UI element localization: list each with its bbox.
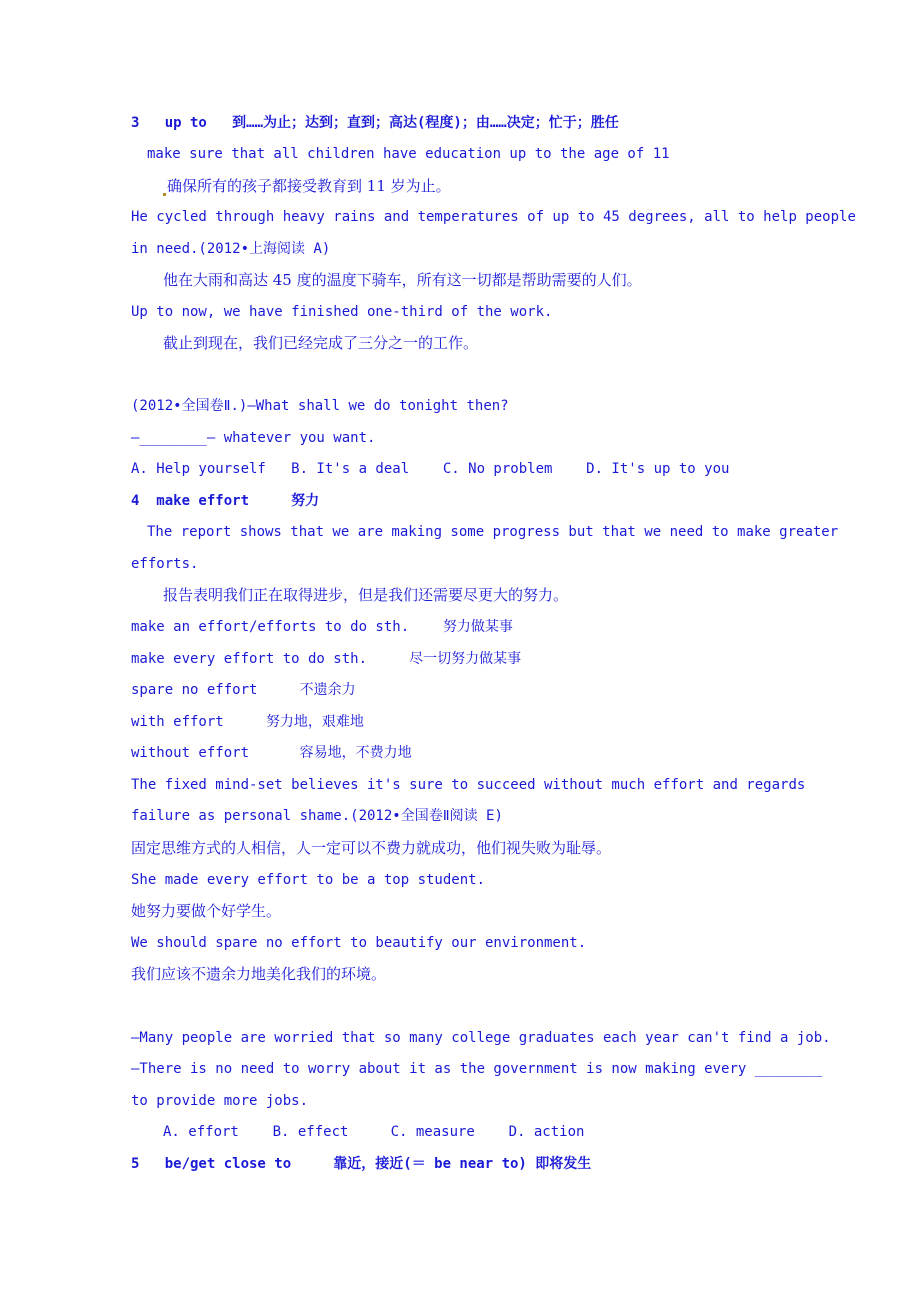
example-sentence-cont: efforts. xyxy=(131,556,199,572)
example-translation: 我们应该不遗余力地美化我们的环境。 xyxy=(131,965,387,983)
example-translation: 固定思维方式的人相信，人一定可以不费力就成功，他们视失败为耻辱。 xyxy=(131,839,612,857)
example-sentence: We should spare no effort to beautify our environment. xyxy=(131,935,587,951)
phrase-entry: with effort 努力地，艰难地 xyxy=(131,714,364,730)
phrase-entry: make every effort to do sth. 尽一切努力做某事 xyxy=(131,651,522,667)
exercise-blank: —There is no need to worry about it as the government is now making every ________ xyxy=(131,1061,823,1077)
example-source: in need.(2012•上海阅读 A) xyxy=(131,241,331,257)
exercise-blank: —________— whatever you want. xyxy=(131,430,376,446)
example-sentence: He cycled through heavy rains and temperatures of up to 45 degrees, all to help people xyxy=(131,209,856,225)
example-translation: 截止到现在，我们已经完成了三分之一的工作。 xyxy=(163,334,479,352)
heading-be-get-close-to: 5 be/get close to 靠近，接近(＝ be near to) 即将发生 xyxy=(131,1156,592,1172)
phrase-entry: spare no effort 不遗余力 xyxy=(131,682,356,698)
example-source: failure as personal shame.(2012•全国卷Ⅱ阅读 E) xyxy=(131,808,503,824)
example-sentence: Up to now, we have finished one-third of the work. xyxy=(131,304,553,320)
example-translation: 他在大雨和高达 45 度的温度下骑车，所有这一切都是帮助需要的人们。 xyxy=(163,271,642,289)
example-sentence: She made every effort to be a top student. xyxy=(131,872,486,888)
example-sentence: The report shows that we are making some progress but that we need to make greater xyxy=(147,524,839,540)
phrase-entry: make an effort/efforts to do sth. 努力做某事 xyxy=(131,619,513,635)
exercise-options: A. Help yourself B. It's a deal C. No problem D. It's up to you xyxy=(131,461,730,477)
exercise-blank-cont: to provide more jobs. xyxy=(131,1093,309,1109)
example-translation: 报告表明我们正在取得进步，但是我们还需要尽更大的努力。 xyxy=(163,586,569,604)
heading-up-to: 3 up to 到……为止；达到；直到；高达(程度)；由……决定；忙于；胜任 xyxy=(131,115,619,131)
exercise-options: A. effort B. effect C. measure D. action xyxy=(163,1124,585,1140)
phrase-entry: without effort 容易地，不费力地 xyxy=(131,745,412,761)
exercise-question: —Many people are worried that so many college graduates each year can't find a job. xyxy=(131,1030,831,1046)
text-marker-icon xyxy=(163,193,166,196)
example-translation: 确保所有的孩子都接受教育到 11 岁为止。 xyxy=(163,176,451,196)
example-sentence: The fixed mind-set believes it's sure to succeed without much effort and regards xyxy=(131,777,806,793)
example-sentence: make sure that all children have education up to the age of 11 xyxy=(147,146,670,162)
exercise-question: (2012•全国卷Ⅱ.)—What shall we do tonight then? xyxy=(131,398,509,414)
heading-make-effort: 4 make effort 努力 xyxy=(131,493,320,509)
example-translation: 她努力要做个好学生。 xyxy=(131,902,282,920)
